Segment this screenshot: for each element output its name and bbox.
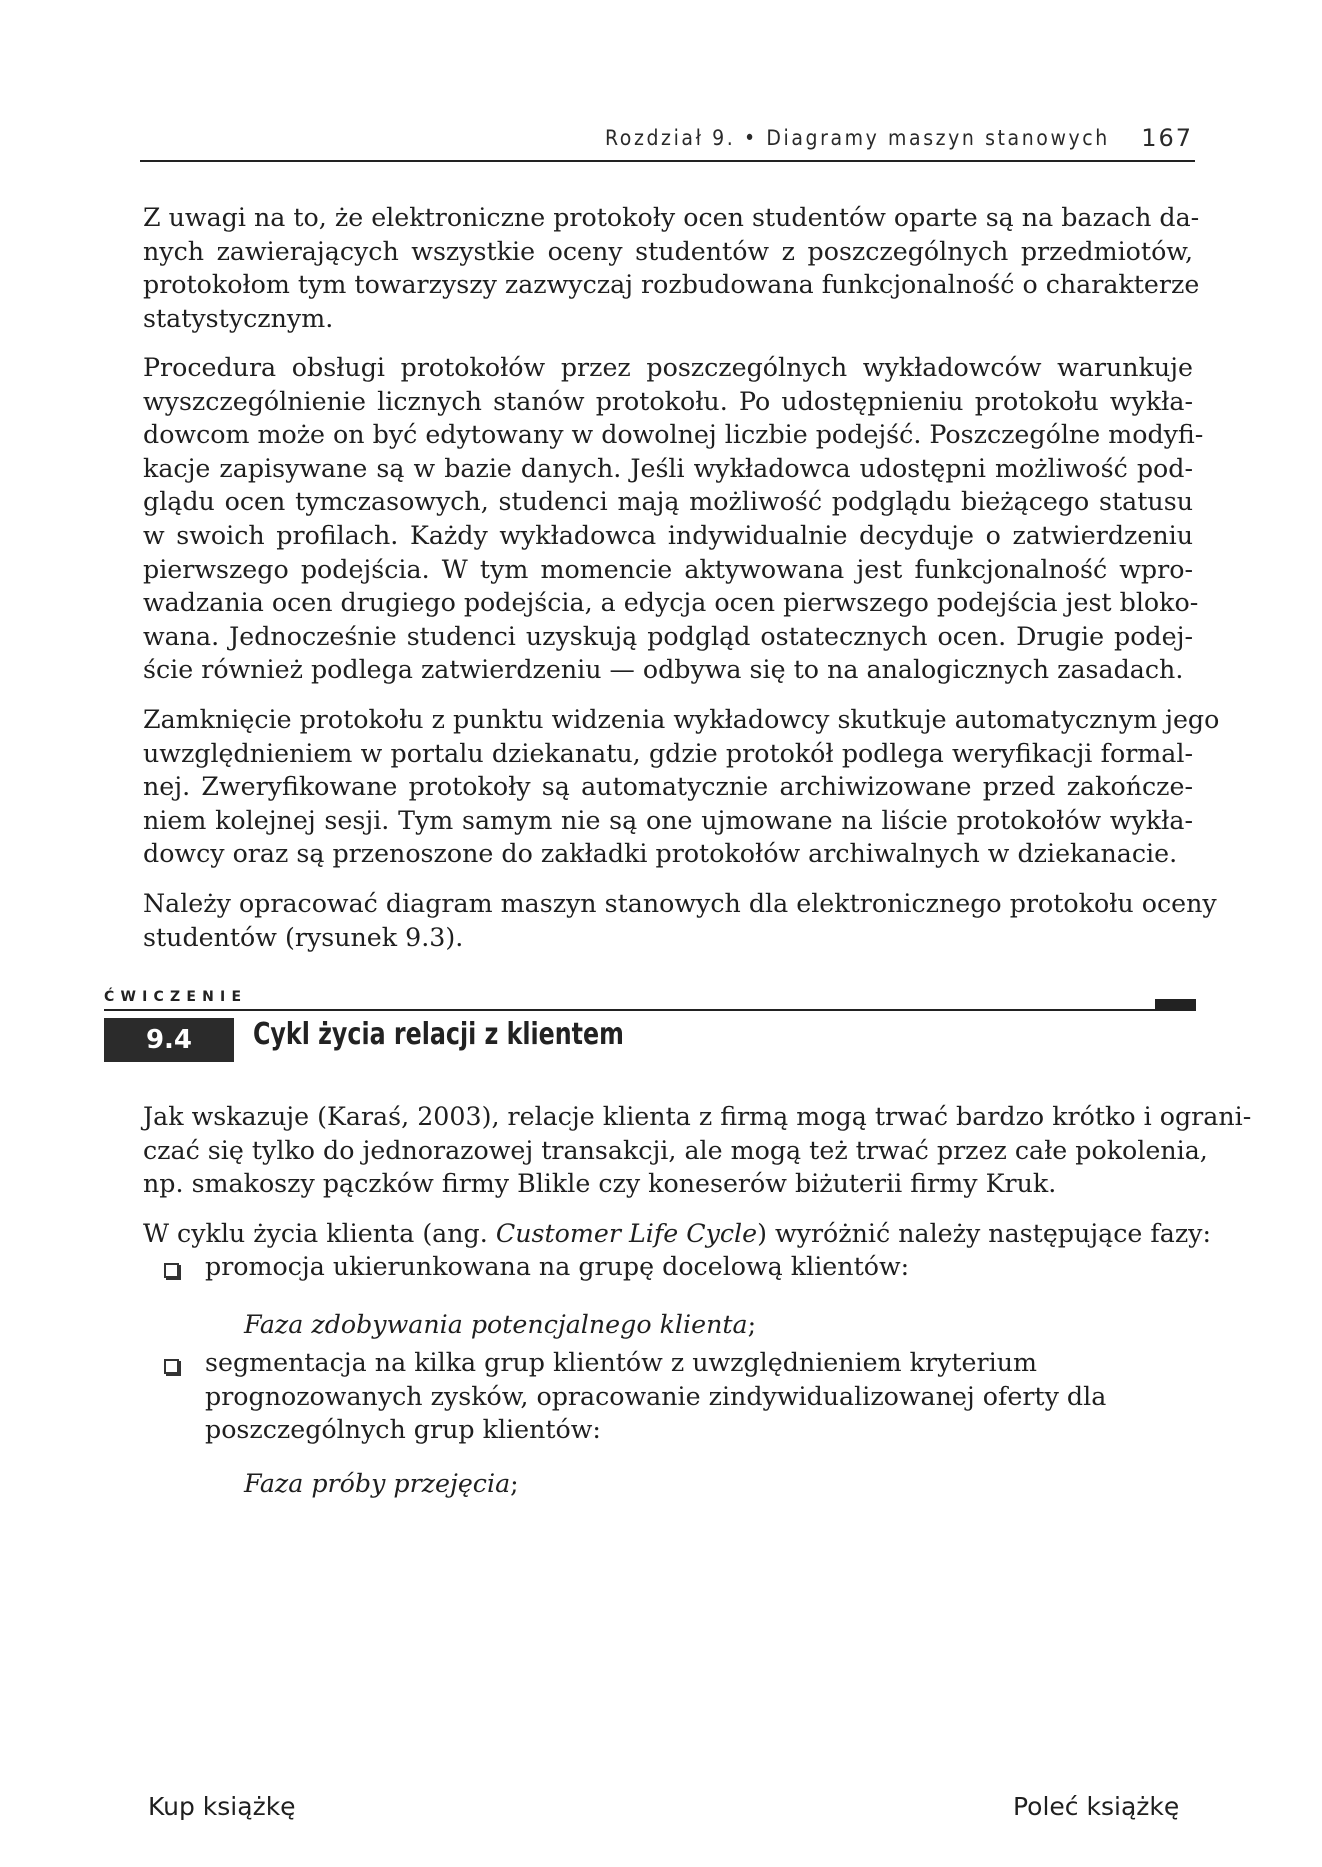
- lifecycle-intro-before: W cyklu życia klienta (ang.: [143, 1219, 496, 1248]
- page-header: [140, 126, 1195, 162]
- exercise-label: ĆWICZENIE: [104, 989, 248, 1005]
- lifecycle-term: Customer Life Cycle: [495, 1219, 758, 1248]
- text-line: protokołom tym towarzyszy zazwyczaj rozbudowana funkcjonalność o charakterze: [143, 270, 1200, 300]
- text-line: segmentacja na kilka grup klientów z uwzględnieniem kryterium: [205, 1348, 1037, 1377]
- paragraph-intro: [143, 201, 1200, 335]
- buy-book-link[interactable]: Kup książkę: [148, 1792, 296, 1821]
- text-line: glądu ocen tymczasowych, studenci mają możliwość podglądu bieżącego statusu: [143, 487, 1193, 517]
- text-line: promocja ukierunkowana na grupę docelową klientów:: [205, 1252, 910, 1281]
- text-line: pierwszego podejścia. W tym momencie aktywowana jest funkcjonalność wpro-: [143, 554, 1193, 584]
- text-line: dowcom może on być edytowany w dowolnej liczbie podejść. Poszczególne modyfi-: [143, 420, 1204, 450]
- bullet-text: [205, 1250, 1195, 1284]
- text-line: Procedura obsługi protokołów przez poszczególnych wykładowców warunkuje: [143, 353, 1193, 382]
- paragraph-procedure: [143, 351, 1204, 687]
- text-line: nej. Zweryfikowane protokoły są automatycznie archiwizowane przed zakończe-: [143, 772, 1193, 802]
- text-line: kacje zapisywane są w bazie danych. Jeśli wykładowca udostępni możliwość pod-: [143, 453, 1193, 483]
- text-line: w swoich profilach. Każdy wykładowca indywidualnie decyduje o zatwierdzeniu: [143, 520, 1193, 550]
- text-line: [143, 1217, 1211, 1251]
- text-line: czać się tylko do jednorazowej transakcji, ale mogą też trwać przez całe pokolenia,: [143, 1135, 1208, 1165]
- text-line: wadzania ocen drugiego podejścia, a edycja ocen pierwszego podejścia jest bloko-: [143, 588, 1199, 618]
- exercise-title: Cykl życia relacji z klientem: [253, 1017, 624, 1052]
- exercise-divider-block: [1155, 999, 1196, 1010]
- text-line: Należy opracować diagram maszyn stanowych dla elektronicznego protokołu oceny: [143, 889, 1217, 918]
- text-line: prognozowanych zysków, opracowanie zindywidualizowanej oferty dla: [205, 1381, 1107, 1411]
- bullet-box-icon: [164, 1359, 179, 1374]
- phase-suffix: ;: [510, 1469, 519, 1498]
- text-line: Zamknięcie protokołu z punktu widzenia wykładowcy skutkuje automatycznym jego: [143, 705, 1220, 734]
- bullet-box-icon: [164, 1263, 179, 1278]
- lifecycle-intro-after: ) wyróżnić należy następujące fazy:: [757, 1219, 1211, 1248]
- text-line: Jak wskazuje (Karaś, 2003), relacje klienta z firmą mogą trwać bardzo krótko i ograni-: [143, 1102, 1252, 1131]
- text-line: wyszczególnienie licznych stanów protokołu. Po udostępnieniu protokołu wykła-: [143, 386, 1193, 416]
- paragraph-closing: [143, 703, 1220, 871]
- exercise-divider: [104, 1009, 1196, 1011]
- page-number: 167: [1141, 124, 1193, 152]
- text-line: uwzględnieniem w portalu dziekanatu, gdzie protokół podlega weryfikacji formal-: [143, 738, 1193, 768]
- text-line: wana. Jednocześnie studenci uzyskują podgląd ostatecznych ocen. Drugie podej-: [143, 621, 1193, 651]
- phase-name-text: Faza zdobywania potencjalnego klienta: [244, 1310, 748, 1339]
- paragraph-lifecycle-intro: [143, 1217, 1211, 1251]
- phase-name-text: Faza próby przejęcia: [244, 1469, 511, 1498]
- text-line: np. smakoszy pączków firmy Blikle czy koneserów biżuterii firmy Kruk.: [143, 1169, 1057, 1199]
- text-line: studentów (rysunek 9.3).: [143, 922, 464, 952]
- text-line: nych zawierających wszystkie oceny studentów z poszczególnych przedmiotów,: [143, 236, 1193, 266]
- recommend-book-link[interactable]: Poleć książkę: [1013, 1792, 1180, 1821]
- text-line: poszczególnych grup klientów:: [205, 1415, 601, 1445]
- text-line: dowcy oraz są przenoszone do zakładki protokołów archiwalnych w dziekanacie.: [143, 839, 1178, 869]
- text-line: statystycznym.: [143, 303, 334, 333]
- phase-suffix: ;: [747, 1310, 757, 1339]
- text-line: ście również podlega zatwierdzeniu — odbywa się to na analogicznych zasadach.: [143, 655, 1184, 685]
- text-line: niem kolejnej sesji. Tym samym nie są one ujmowane na liście protokołów wykła-: [143, 805, 1193, 835]
- phase-name: [244, 1469, 519, 1498]
- running-head: Rozdział 9. • Diagramy maszyn stanowych: [605, 126, 1110, 150]
- exercise-number: 9.4: [104, 1018, 234, 1062]
- phase-name: [244, 1310, 756, 1339]
- text-line: Z uwagi na to, że elektroniczne protokoły ocen studentów oparte są na bazach da-: [143, 203, 1200, 232]
- paragraph-task: [143, 887, 1217, 954]
- bullet-text: [205, 1346, 1195, 1447]
- paragraph-customer-relations: [143, 1100, 1252, 1201]
